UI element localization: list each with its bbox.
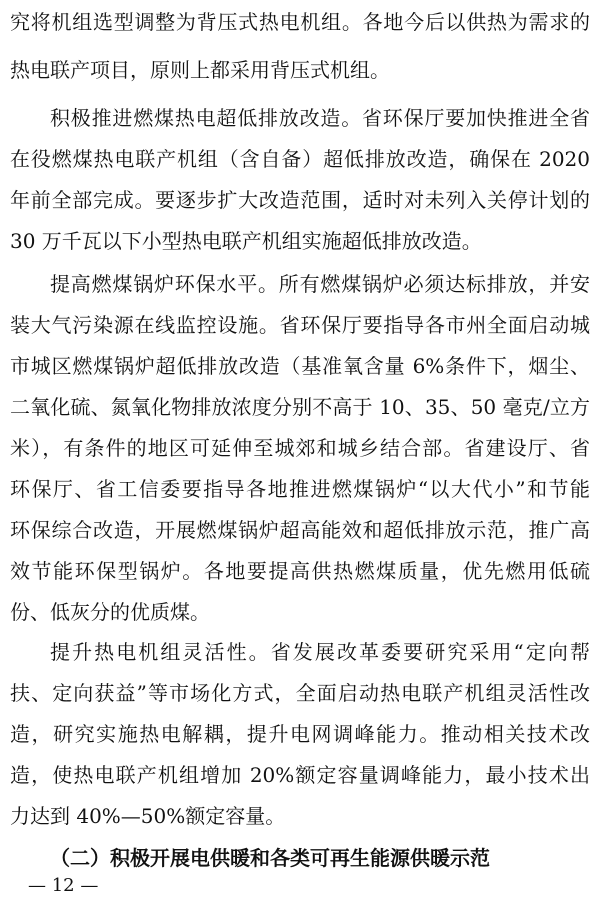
body-text-line: 力达到 40%—50%额定容量。 xyxy=(10,804,286,828)
body-text-line: 30 万千瓦以下小型热电联产机组实施超低排放改造。 xyxy=(10,229,482,253)
paragraph-first-line: 提升热电机组灵活性。省发展改革委要研究采用“定向帮 xyxy=(50,640,590,664)
body-text-line: 究将机组选型调整为背压式热电机组。各地今后以供热为需求的 xyxy=(10,10,590,34)
page-number: — 12 — xyxy=(28,875,99,896)
body-text-line: 年前全部完成。要逐步扩大改造范围，适时对未列入关停计划的 xyxy=(10,188,590,212)
body-text-line: 环保综合改造，开展燃煤锅炉超高能效和超低排放示范，推广高 xyxy=(10,518,590,542)
body-text-line: 造，研究实施热电解耦，提升电网调峰能力。推动相关技术改 xyxy=(10,722,590,746)
body-text-line: 在役燃煤热电联产机组（含自备）超低排放改造，确保在 2020 xyxy=(10,147,590,171)
paragraph-first-line: 积极推进燃煤热电超低排放改造。省环保厅要加快推进全省 xyxy=(50,106,590,130)
section-heading: （二）积极开展电供暖和各类可再生能源供暖示范 xyxy=(50,846,490,870)
body-text-line: 份、低灰分的优质煤。 xyxy=(10,600,210,624)
body-text-line: 米），有条件的地区可延伸至城郊和城乡结合部。省建设厅、省 xyxy=(10,436,590,460)
body-text-line: 市城区燃煤锅炉超低排放改造（基准氧含量 6%条件下，烟尘、 xyxy=(10,354,590,378)
body-text-line: 装大气污染源在线监控设施。省环保厅要指导各市州全面启动城 xyxy=(10,313,590,337)
body-text-line: 二氧化硫、氮氧化物排放浓度分别不高于 10、35、50 毫克/立方 xyxy=(10,395,590,419)
body-text-line: 环保厅、省工信委要指导各地推进燃煤锅炉“以大代小”和节能 xyxy=(10,477,590,501)
body-text-line: 效节能环保型锅炉。各地要提高供热燃煤质量，优先燃用低硫 xyxy=(10,559,590,583)
body-text-line: 热电联产项目，原则上都采用背压式机组。 xyxy=(10,58,390,82)
body-text-line: 造，使热电联产机组增加 20%额定容量调峰能力，最小技术出 xyxy=(10,763,590,787)
paragraph-first-line: 提高燃煤锅炉环保水平。所有燃煤锅炉必须达标排放，并安 xyxy=(50,272,590,296)
body-text-line: 扶、定向获益”等市场化方式，全面启动热电联产机组灵活性改 xyxy=(10,681,590,705)
